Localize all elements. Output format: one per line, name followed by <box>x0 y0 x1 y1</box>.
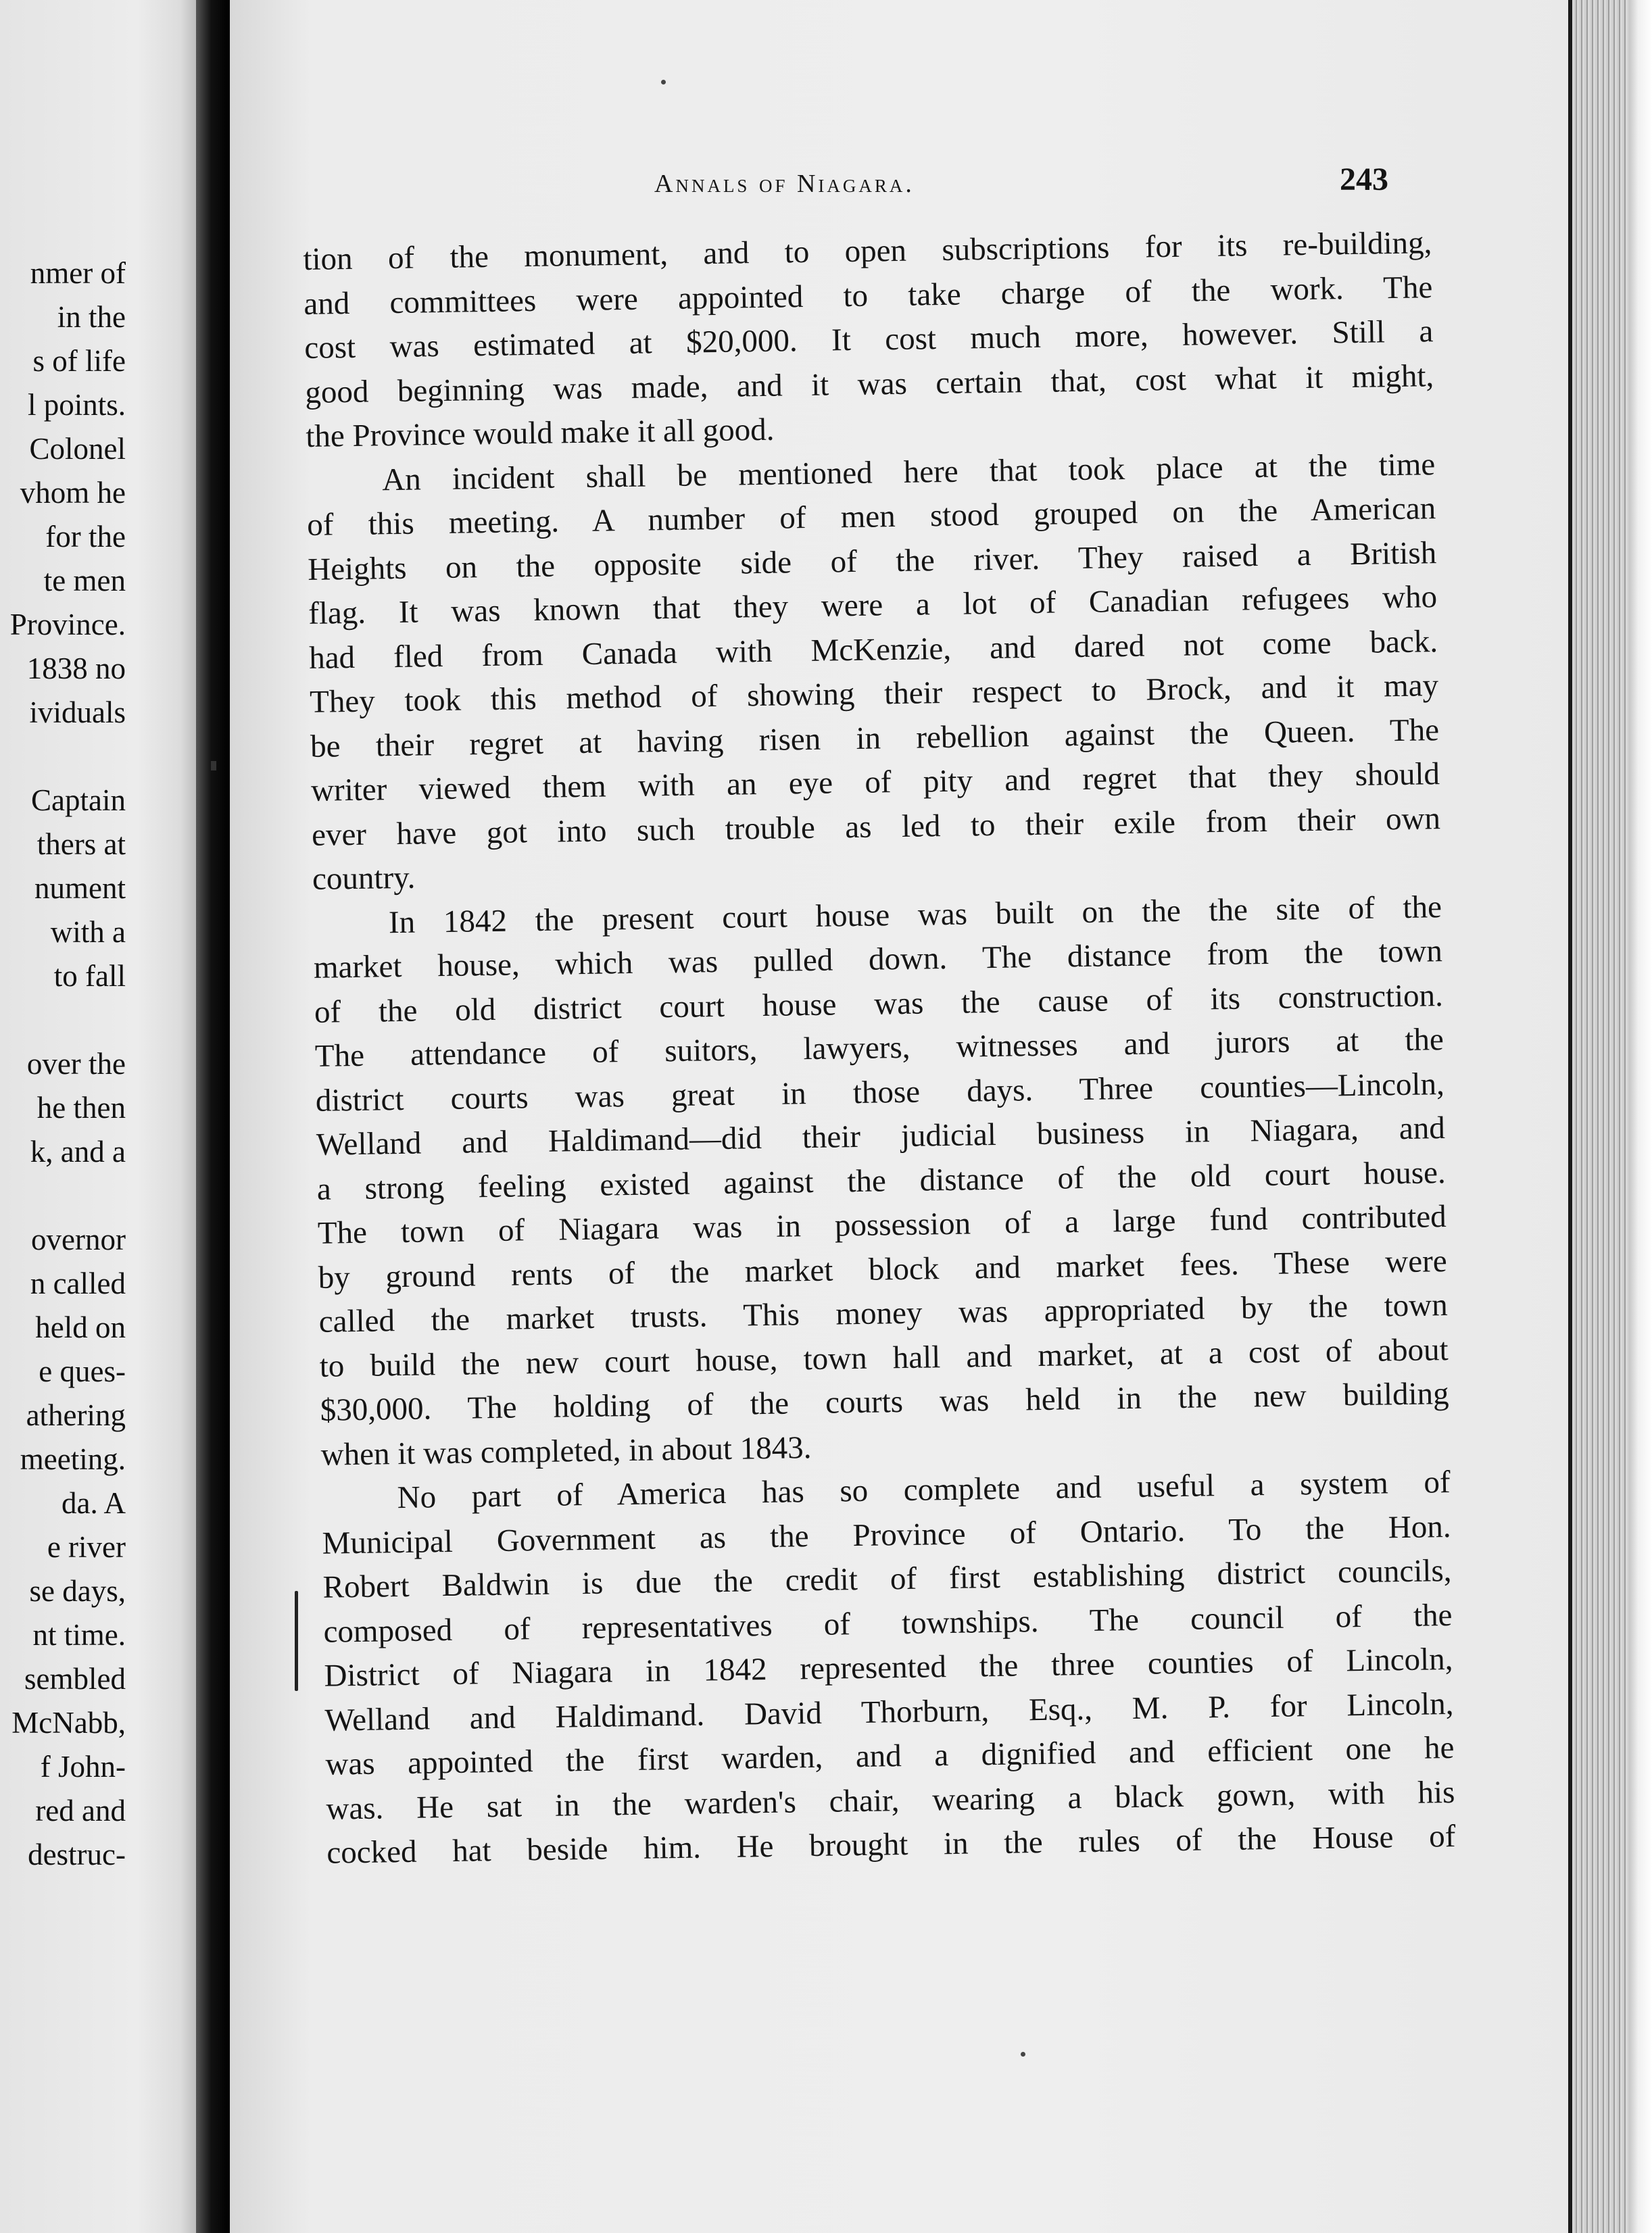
page-number: 243 <box>1340 162 1388 197</box>
text-line: Robert Baldwin is due the credit of first establishing district councils, <box>322 1553 1452 1605</box>
page-stack-edge <box>1568 0 1652 2233</box>
text-line: was. He sat in the warden's chair, wearing a black gown, with his <box>326 1774 1455 1827</box>
text-line: In 1842 the present court house was built on the the site of the <box>388 889 1442 940</box>
text-line: district courts was great in those days. Three counties—Lincoln, <box>315 1066 1445 1119</box>
left-page-line: held on <box>35 1310 126 1344</box>
dust-speck <box>661 80 666 84</box>
paragraph <box>313 885 1450 1477</box>
margin-speck <box>211 761 216 770</box>
left-page-line: Colonel <box>29 432 126 466</box>
left-page-line: he then <box>37 1091 126 1125</box>
left-page-line: f John- <box>40 1750 126 1784</box>
left-line-gap <box>0 998 126 1042</box>
text-line: $30,000. The holding of the courts was held in the new building <box>320 1376 1449 1428</box>
left-page-line: l points. <box>27 388 126 422</box>
text-line: flag. It was known that they were a lot of Canadian refugees who <box>308 579 1438 631</box>
left-page-line: overnor <box>31 1223 126 1256</box>
left-page-line: over the <box>26 1047 126 1081</box>
text-line: The attendance of suitors, lawyers, witnesses and jurors at the <box>314 1022 1444 1074</box>
paragraph <box>321 1461 1456 1875</box>
text-line: cocked hat beside him. He brought in the rules of the House of <box>326 1818 1456 1871</box>
text-line: was appointed the first warden, and a dignified and efficient one he <box>325 1729 1455 1782</box>
text-line: Municipal Government as the Province of Ontario. To the Hon. <box>322 1508 1451 1561</box>
text-line: of the old district court house was the cause of its construction. <box>314 977 1444 1030</box>
left-page-line: n called <box>30 1267 126 1300</box>
text-line: had fled from Canada with McKenzie, and dared not come back. <box>308 623 1438 676</box>
running-head: Annals of Niagara. <box>654 170 915 198</box>
text-line: a strong feeling existed against the distance of the old court house. <box>316 1154 1447 1207</box>
left-page-line: for the <box>45 520 126 554</box>
paragraph <box>306 443 1442 902</box>
left-page-line: to fall <box>53 959 126 993</box>
body-text <box>303 221 1456 1875</box>
left-page-line: nmer of <box>30 256 126 290</box>
text-line: called the market trusts. This money was appropriated by the town <box>318 1287 1448 1340</box>
left-page-line: destruc- <box>28 1838 126 1871</box>
margin-mark <box>295 1591 298 1691</box>
text-line: when it was completed, in about 1843. <box>320 1429 812 1473</box>
text-line: tion of the monument, and to open subscriptions for its re-building, <box>303 225 1432 277</box>
text-line: ever have got into such trouble as led to their exile from their own <box>311 800 1441 853</box>
left-page-line: McNabb, <box>11 1706 126 1740</box>
text-line: An incident shall be mentioned here that took place at the time <box>381 446 1436 497</box>
left-page-line: red and <box>35 1794 126 1827</box>
left-page-line: da. A <box>62 1486 126 1520</box>
left-page-line: in the <box>57 300 126 334</box>
text-line: to build the new court house, town hall and market, at a cost of about <box>319 1331 1449 1384</box>
left-page-line: with a <box>50 915 126 949</box>
left-page-edge <box>0 0 196 2233</box>
left-page-line: Captain <box>31 783 126 817</box>
left-page-line: k, and a <box>30 1135 126 1169</box>
text-line: They took this method of showing their respect to Brock, and it may <box>309 668 1439 720</box>
left-page-line: nument <box>34 871 126 905</box>
left-page-line: te men <box>43 564 126 597</box>
text-line: Heights on the opposite side of the river. They raised a British <box>307 535 1437 587</box>
text-line: No part of America has so complete and useful a system of <box>397 1465 1451 1516</box>
left-page-line: e ques- <box>39 1354 126 1388</box>
left-page-line: meeting. <box>20 1442 126 1476</box>
text-line: composed of representatives of townships. The council of the <box>323 1597 1453 1650</box>
left-page-text <box>0 251 126 1877</box>
text-line: Welland and Haldimand—did their judicial business in Niagara, and <box>316 1110 1446 1162</box>
text-line: good beginning was made, and it was certain that, cost what it might, <box>305 358 1434 410</box>
left-page-line: se days, <box>29 1574 126 1608</box>
left-page-line: thers at <box>37 827 126 861</box>
left-page-line: s of life <box>32 344 126 378</box>
left-page-line: athering <box>26 1398 126 1432</box>
text-line: District of Niagara in 1842 represented the three counties of Lincoln, <box>324 1641 1453 1694</box>
paragraph <box>303 221 1435 459</box>
dust-speck <box>1021 2052 1025 2057</box>
text-line: writer viewed them with an eye of pity and regret that they should <box>310 756 1440 808</box>
text-line: by ground rents of the market block and market fees. These were <box>318 1243 1448 1296</box>
book-gutter <box>196 0 230 2233</box>
text-line: Welland and Haldimand. David Thorburn, Esq., M. P. for Lincoln, <box>324 1686 1454 1738</box>
text-line: be their regret at having risen in rebellion against the Queen. The <box>310 712 1440 764</box>
left-page-line: ividuals <box>29 695 126 729</box>
text-line: of this meeting. A number of men stood grouped on the American <box>306 491 1436 543</box>
text-line: the Province would make it all good. <box>305 412 775 454</box>
text-line: market house, which was pulled down. The distance from the town <box>313 933 1443 985</box>
left-page-line: vhom he <box>20 476 126 510</box>
text-line: The town of Niagara was in possession of a large fund contributed <box>317 1199 1447 1251</box>
left-page-line: nt time. <box>32 1618 126 1652</box>
left-line-gap <box>0 735 126 779</box>
text-line: country. <box>312 860 416 897</box>
text-line: cost was estimated at $20,000. It cost much more, however. Still a <box>304 314 1434 366</box>
left-page-line: sembled <box>24 1662 126 1696</box>
left-page-line: Province. <box>9 608 126 641</box>
left-page-line: e river <box>47 1530 126 1564</box>
left-line-gap <box>0 1174 126 1218</box>
text-line: and committees were appointed to take charge of the work. The <box>303 269 1433 322</box>
left-page-line: 1838 no <box>26 652 126 685</box>
